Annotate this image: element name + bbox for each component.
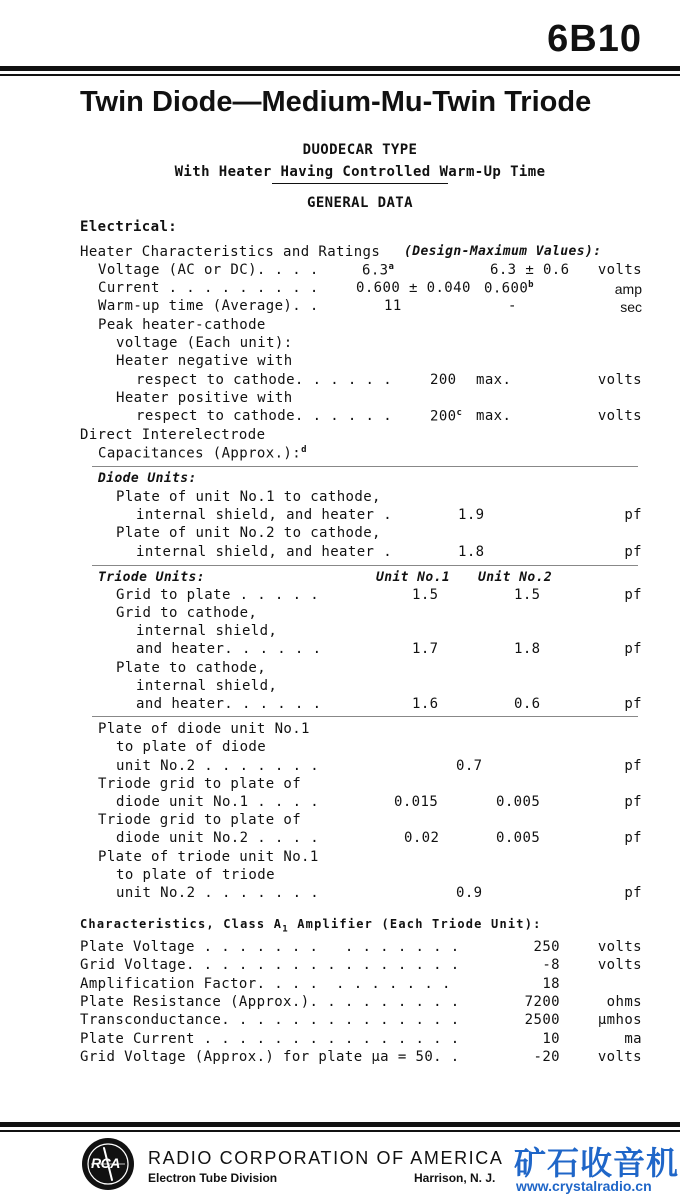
warmup-value-2: - <box>508 298 517 314</box>
grid-cathode-value-1: 1.7 <box>412 641 439 657</box>
triode-grid-1-line-2: diode unit No.1 . . . . <box>116 794 320 810</box>
warmup-value-1: 11 <box>384 298 402 314</box>
watermark-url: www.crystalradio.cn <box>516 1178 652 1194</box>
triode-col1-heading: Unit No.1 <box>376 570 451 585</box>
plate-triode-unit: pf <box>624 885 642 901</box>
neg-value: 200 <box>430 372 457 388</box>
characteristic-label: Transconductance. . . . . . . . . . . . . . <box>80 1012 460 1028</box>
characteristic-label: Grid Voltage (Approx.) for plate μa = 50. . <box>80 1049 460 1065</box>
characteristic-unit: ohms <box>606 994 642 1010</box>
plate-cathode-line-1: Plate to cathode, <box>116 660 267 676</box>
plate-triode-line-1: Plate of triode unit No.1 <box>98 849 319 865</box>
plate-diode-line-3: unit No.2 . . . . . . . <box>116 758 320 774</box>
company-name: RADIO CORPORATION OF AMERICA <box>148 1148 504 1168</box>
pos-max: max. <box>476 408 512 424</box>
grid-plate-label: Grid to plate . . . . . <box>116 587 320 603</box>
characteristic-value: 18 <box>542 976 560 992</box>
characteristic-value: 250 <box>533 939 560 955</box>
peak-line-2: voltage (Each unit): <box>116 335 293 351</box>
top-rule-thin <box>0 74 680 76</box>
characteristic-label: Plate Voltage . . . . . . . . . . . . . . <box>80 939 460 955</box>
plate-cathode-line-3: and heater. . . . . . <box>136 696 322 712</box>
grid-cathode-value-2: 1.8 <box>514 641 541 657</box>
direct-line-1: Direct Interelectrode <box>80 427 266 443</box>
plate-diode-line-2: to plate of diode <box>116 739 267 755</box>
characteristic-unit: volts <box>597 1049 642 1065</box>
triode-units-heading: Triode Units: <box>98 570 205 585</box>
plate-cathode-value-2: 0.6 <box>514 696 541 712</box>
characteristic-label: Plate Current . . . . . . . . . . . . . . . <box>80 1031 460 1047</box>
footnote-c: c <box>456 408 463 418</box>
triode-grid-1-value-2: 0.005 <box>496 794 541 810</box>
watermark-chinese: 矿石收音机 <box>514 1145 680 1181</box>
voltage-unit: volts <box>597 262 642 278</box>
warmup-unit: sec <box>620 299 642 315</box>
grid-plate-value-1: 1.5 <box>412 587 439 603</box>
grid-cathode-unit: pf <box>624 641 642 657</box>
grid-plate-value-2: 1.5 <box>514 587 541 603</box>
plate-triode-line-3: unit No.2 . . . . . . . <box>116 885 320 901</box>
characteristic-label: Plate Resistance (Approx.). . . . . . . . . <box>80 994 460 1010</box>
diode-section-rule <box>92 466 638 467</box>
bottom-rule-thin <box>0 1130 680 1132</box>
current-label: Current . . . . . . . . . <box>98 280 319 296</box>
page-title: Twin Diode—Medium-Mu-Twin Triode <box>80 86 592 118</box>
plate-diode-value: 0.7 <box>456 758 483 774</box>
characteristic-unit: ma <box>624 1031 642 1047</box>
diode-row2-line-1: Plate of unit No.2 to cathode, <box>116 525 381 541</box>
plate-diode-unit: pf <box>624 758 642 774</box>
location: Harrison, N. J. <box>414 1171 496 1185</box>
footnote-b: b <box>528 280 534 290</box>
diode-row2-unit: pf <box>624 544 642 560</box>
triode-grid-2-line-2: diode unit No.2 . . . . <box>116 830 320 846</box>
neg-line-1: Heater negative with <box>116 353 293 369</box>
neg-max: max. <box>476 372 512 388</box>
triode-section-rule <box>92 565 638 566</box>
neg-unit: volts <box>597 372 642 388</box>
characteristic-value: -20 <box>533 1049 560 1065</box>
triode-grid-2-line-1: Triode grid to plate of <box>98 812 302 828</box>
characteristic-label: Grid Voltage. . . . . . . . . . . . . . . . <box>80 957 460 973</box>
top-rule-thick <box>0 66 680 71</box>
current-value-1: 0.600 ± 0.040 <box>356 280 471 296</box>
general-data-heading: GENERAL DATA <box>307 195 413 211</box>
characteristic-unit: volts <box>597 939 642 955</box>
grid-cathode-line-2: internal shield, <box>136 623 278 639</box>
plate-cathode-line-2: internal shield, <box>136 678 278 694</box>
electrical-heading: Electrical: <box>80 219 178 235</box>
diode-units-heading: Diode Units: <box>98 471 197 486</box>
peak-line-1: Peak heater-cathode <box>98 317 266 333</box>
characteristic-unit: μmhos <box>597 1012 642 1028</box>
pos-line-1: Heater positive with <box>116 390 293 406</box>
characteristic-value: -8 <box>542 957 560 973</box>
characteristic-value: 2500 <box>524 1012 560 1028</box>
diode-row2-line-2: internal shield, and heater . <box>136 544 393 560</box>
tube-number: 6B10 <box>547 18 642 60</box>
characteristic-value: 7200 <box>524 994 560 1010</box>
pos-value: 200$^c$ <box>430 408 463 425</box>
triode-grid-1-value-1: 0.015 <box>394 794 439 810</box>
triode-grid-1-line-1: Triode grid to plate of <box>98 776 302 792</box>
plate-cathode-value-1: 1.6 <box>412 696 439 712</box>
diode-row2-value: 1.8 <box>458 544 485 560</box>
triode-grid-2-value-1: 0.02 <box>404 830 440 846</box>
rca-logo-text: RCA <box>91 1155 120 1171</box>
triode-grid-2-value-2: 0.005 <box>496 830 541 846</box>
current-value-2: 0.600$^b$ <box>484 280 534 297</box>
grid-cathode-line-3: and heater. . . . . . <box>136 641 322 657</box>
heater-heading: Heater Characteristics and Ratings <box>80 244 381 260</box>
voltage-value-1: 6.3$^a$ <box>362 262 395 279</box>
bottom-rule-thick <box>0 1122 680 1127</box>
heater-line: With Heater Having Controlled Warm-Up Time <box>174 164 546 180</box>
plate-triode-line-2: to plate of triode <box>116 867 275 883</box>
plate-cathode-unit: pf <box>624 696 642 712</box>
pos-line-2: respect to cathode. . . . . . <box>136 408 393 424</box>
current-unit: amp <box>614 281 642 297</box>
characteristics-heading: Characteristics, Class $A_1$ Amplifier (Each Triode Unit): <box>80 917 542 935</box>
pos-unit: volts <box>597 408 642 424</box>
grid-plate-unit: pf <box>624 587 642 603</box>
characteristic-value: 10 <box>542 1031 560 1047</box>
plate-diode-line-1: Plate of diode unit No.1 <box>98 721 310 737</box>
plate-triode-value: 0.9 <box>456 885 483 901</box>
heater-underline <box>272 183 448 184</box>
diode-row1-line-1: Plate of unit No.1 to cathode, <box>116 489 381 505</box>
warmup-label: Warm-up time (Average). . <box>98 298 319 314</box>
voltage-value-2: 6.3 ± 0.6 <box>490 262 570 278</box>
characteristic-label: Amplification Factor. . . . . . . . . . . <box>80 976 451 992</box>
triode-grid-2-unit: pf <box>624 830 642 846</box>
division-name: Electron Tube Division <box>148 1171 278 1185</box>
type-line: DUODECAR TYPE <box>302 142 418 158</box>
voltage-label: Voltage (AC or DC). . . . <box>98 262 319 278</box>
triode-grid-1-unit: pf <box>624 794 642 810</box>
triode-col2-heading: Unit No.2 <box>478 570 553 585</box>
heater-heading-note: (Design-Maximum Values): <box>404 244 602 259</box>
diode-row1-line-2: internal shield, and heater . <box>136 507 393 523</box>
neg-line-2: respect to cathode. . . . . . <box>136 372 393 388</box>
class-subscript: 1 <box>282 924 289 935</box>
rca-logo <box>82 1138 134 1190</box>
direct-line-2: Capacitances (Approx.):$^d$ <box>98 445 307 462</box>
footnote-a: a <box>388 262 395 272</box>
characteristic-unit: volts <box>597 957 642 973</box>
diode-row1-unit: pf <box>624 507 642 523</box>
inter-section-rule <box>92 716 638 717</box>
grid-cathode-line-1: Grid to cathode, <box>116 605 258 621</box>
diode-row1-value: 1.9 <box>458 507 485 523</box>
footnote-d: d <box>301 445 307 455</box>
